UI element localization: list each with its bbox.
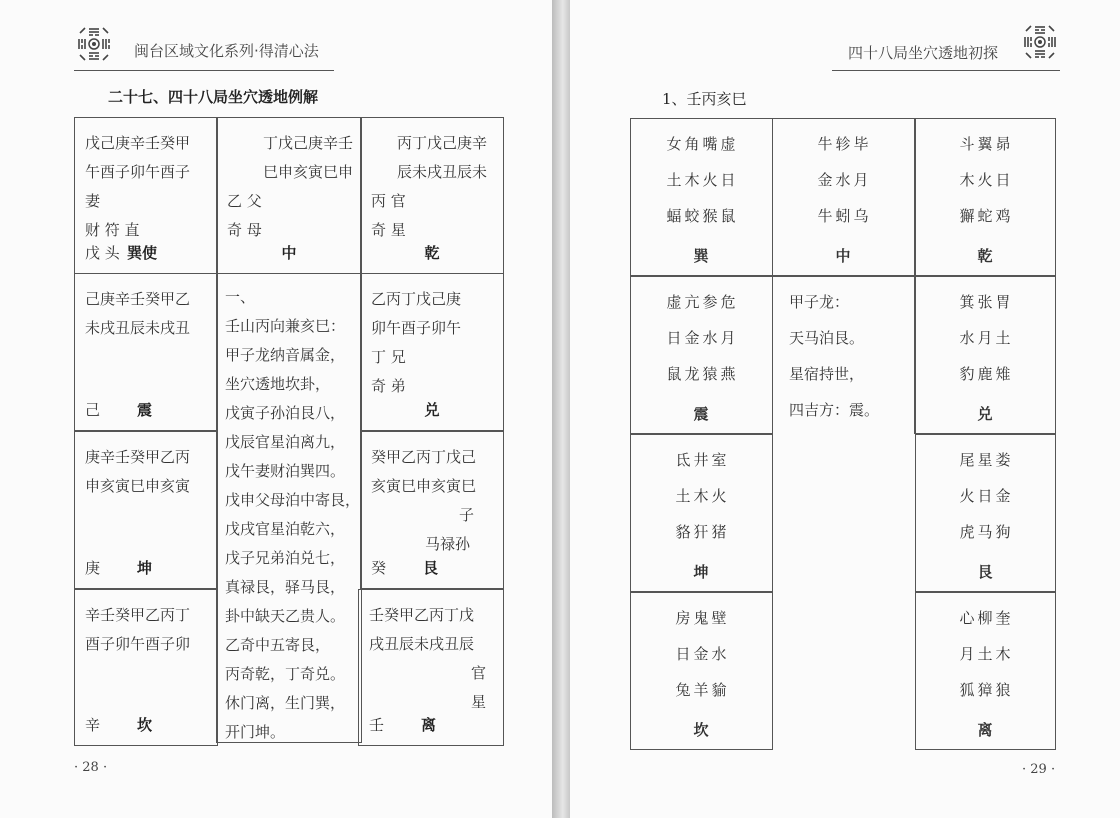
stem-branch-line: 己庚辛壬癸甲乙 (85, 290, 191, 308)
note-line: 乙奇中五寄艮， (225, 636, 331, 654)
header-rule (74, 70, 334, 71)
mansion-line: 女角嘴虚 (666, 135, 739, 153)
palace-name: 中 (835, 247, 854, 265)
stem-branch-line: 奇 星 (371, 221, 406, 239)
bagua-icon (1020, 22, 1060, 62)
palace-cell (360, 431, 504, 589)
palace-name: 坎 (137, 716, 153, 734)
note-line: 卦中缺天乙贵人。 (225, 607, 346, 625)
mansion-line: 兔羊貐 (675, 681, 730, 699)
header-rule (832, 70, 1060, 71)
palace-name: 震 (693, 405, 712, 423)
stem-branch-line: 戊己庚辛壬癸甲 (85, 134, 191, 152)
mansion-line: 火日金 (959, 487, 1014, 505)
palace-cell (216, 117, 362, 274)
stem-branch-line: 星 (471, 693, 487, 711)
palace-cell (915, 592, 1056, 750)
note-line: 戊午妻财泊巽四。 (225, 462, 346, 480)
palace-cell (74, 117, 218, 274)
palace-cell (360, 273, 504, 431)
mansion-line: 土木火日 (666, 171, 739, 189)
book-gutter (552, 0, 570, 818)
palace-name: 坤 (693, 563, 712, 581)
stem-branch-line: 癸甲乙丙丁戊己 (371, 448, 477, 466)
palace-cell (360, 117, 504, 274)
stem-branch-line: 官 (471, 664, 487, 682)
palace-name: 兑 (424, 401, 440, 419)
stem-label: 壬 (369, 716, 385, 734)
palace-cell (915, 276, 1056, 434)
left-page (0, 0, 552, 818)
palace-name: 艮 (977, 563, 996, 581)
palace-cell (74, 273, 218, 431)
note-line: 壬山丙向兼亥巳： (225, 317, 346, 335)
palace-cell (74, 589, 218, 746)
note-line: 真禄艮，驿马艮， (225, 578, 346, 596)
running-header: 闽台区域文化系列·得清心法 (134, 42, 319, 60)
palace-name: 艮 (423, 559, 439, 577)
page-number: · 28 · (74, 760, 108, 775)
note-line: 天马泊艮。 (789, 329, 865, 347)
palace-name: 巽使 (127, 244, 158, 262)
note-line: 四吉方：震。 (789, 401, 880, 419)
note-line: 戊戌官星泊乾六， (225, 520, 346, 538)
note-line: 戊辰官星泊离九， (225, 433, 346, 451)
palace-cell (630, 276, 773, 434)
stem-branch-line: 丙 官 (371, 192, 406, 210)
mansion-line: 虚亢参危 (666, 293, 739, 311)
bagua-icon (74, 24, 114, 64)
stem-label: 庚 (85, 559, 101, 577)
stem-branch-line: 壬癸甲乙丙丁戊 (369, 606, 475, 624)
mansion-line: 金水月 (817, 171, 872, 189)
right-page (570, 0, 1120, 818)
stem-branch-line: 亥寅巳申亥寅巳 (371, 477, 477, 495)
palace-cell (772, 276, 915, 434)
mansion-line: 水月土 (959, 329, 1014, 347)
palace-cell (915, 118, 1056, 276)
mansion-line: 豹鹿雉 (959, 365, 1014, 383)
mansion-line: 木火日 (959, 171, 1014, 189)
mansion-line: 氐井室 (675, 451, 730, 469)
stem-branch-line: 酉子卯午酉子卯 (85, 635, 191, 653)
section-title: 二十七、四十八局坐穴透地例解 (108, 88, 319, 106)
note-line: 开门坤。 (225, 723, 286, 741)
stem-branch-line: 妻 (85, 192, 101, 210)
note-line: 丙奇乾，丁奇兑。 (225, 665, 346, 683)
stem-label: 辛 (85, 716, 101, 734)
stem-branch-line: 乙丙丁戊己庚 (371, 290, 462, 308)
stem-branch-line: 辛壬癸甲乙丙丁 (85, 606, 191, 624)
palace-cell (772, 118, 915, 276)
stem-branch-line: 申亥寅巳申亥寅 (85, 477, 191, 495)
stem-branch-line: 午酉子卯午酉子 (85, 163, 191, 181)
case-subtitle: 1、壬丙亥巳 (662, 90, 747, 108)
stem-branch-line: 财 符 直 (85, 221, 140, 239)
note-line: 戊子兄弟泊兑七， (225, 549, 346, 567)
mansion-line: 日金水 (675, 645, 730, 663)
palace-cell (630, 592, 773, 750)
mansion-line: 牛蚓乌 (817, 207, 872, 225)
palace-name: 坤 (137, 559, 153, 577)
page-number: · 29 · (1022, 762, 1056, 777)
stem-branch-line: 戌丑辰未戌丑辰 (369, 635, 475, 653)
palace-name: 震 (137, 401, 153, 419)
mansion-line: 日金水月 (666, 329, 739, 347)
note-line: 休门离，生门巽， (225, 694, 346, 712)
stem-branch-line: 未戌丑辰未戌丑 (85, 319, 191, 337)
stem-branch-line: 辰未戌丑辰未 (397, 163, 488, 181)
stem-label: 癸 (371, 559, 387, 577)
palace-cell (216, 273, 362, 743)
note-line: 戊申父母泊中寄艮， (225, 491, 361, 509)
stem-branch-line: 奇 母 (227, 221, 262, 239)
note-line: 甲子龙： (789, 293, 850, 311)
mansion-line: 鼠龙猿燕 (666, 365, 739, 383)
palace-cell (915, 434, 1056, 592)
palace-name: 中 (281, 244, 297, 262)
note-line: 甲子龙纳音属金， (225, 346, 346, 364)
mansion-line: 狐獐狼 (959, 681, 1014, 699)
mansion-line: 斗翼昴 (959, 135, 1014, 153)
mansion-line: 房鬼壁 (675, 609, 730, 627)
palace-cell (630, 434, 773, 592)
mansion-line: 獬蛇鸡 (959, 207, 1014, 225)
note-line: 一、 (225, 288, 256, 306)
mansion-line: 牛轸毕 (817, 135, 872, 153)
stem-branch-line: 奇 弟 (371, 377, 406, 395)
mansion-line: 土木火 (675, 487, 730, 505)
stem-branch-line: 子 (459, 506, 475, 524)
mansion-line: 虎马狗 (959, 523, 1014, 541)
stem-label: 己 (85, 401, 101, 419)
palace-name: 离 (421, 716, 437, 734)
palace-name: 离 (977, 721, 996, 739)
palace-cell (358, 589, 504, 746)
stem-branch-line: 马禄孙 (425, 535, 471, 553)
mansion-line: 蝠蛟猴鼠 (666, 207, 739, 225)
mansion-line: 貉犴猪 (675, 523, 730, 541)
note-line: 坐穴透地坎卦， (225, 375, 331, 393)
mansion-line: 心柳奎 (959, 609, 1014, 627)
palace-name: 巽 (693, 247, 712, 265)
running-header: 四十八局坐穴透地初探 (848, 44, 999, 62)
stem-branch-line: 丙丁戊己庚辛 (397, 134, 488, 152)
mansion-line: 箕张胃 (959, 293, 1014, 311)
stem-branch-line: 庚辛壬癸甲乙丙 (85, 448, 191, 466)
stem-branch-line: 丁 兄 (371, 348, 406, 366)
note-line: 星宿持世， (789, 365, 865, 383)
stem-branch-line: 丁戊己庚辛壬 (263, 134, 354, 152)
mansion-line: 月土木 (959, 645, 1014, 663)
palace-name: 坎 (693, 721, 712, 739)
palace-name: 乾 (424, 244, 440, 262)
mansion-line: 尾星娄 (959, 451, 1014, 469)
palace-cell (74, 431, 218, 589)
palace-name: 乾 (977, 247, 996, 265)
note-line: 戊寅子孙泊艮八， (225, 404, 346, 422)
stem-branch-line: 乙 父 (227, 192, 262, 210)
stem-branch-line: 卯午酉子卯午 (371, 319, 462, 337)
palace-name: 兑 (977, 405, 996, 423)
palace-cell (630, 118, 773, 276)
stem-label: 戊 头 (85, 244, 120, 262)
stem-branch-line: 巳申亥寅巳申 (263, 163, 354, 181)
